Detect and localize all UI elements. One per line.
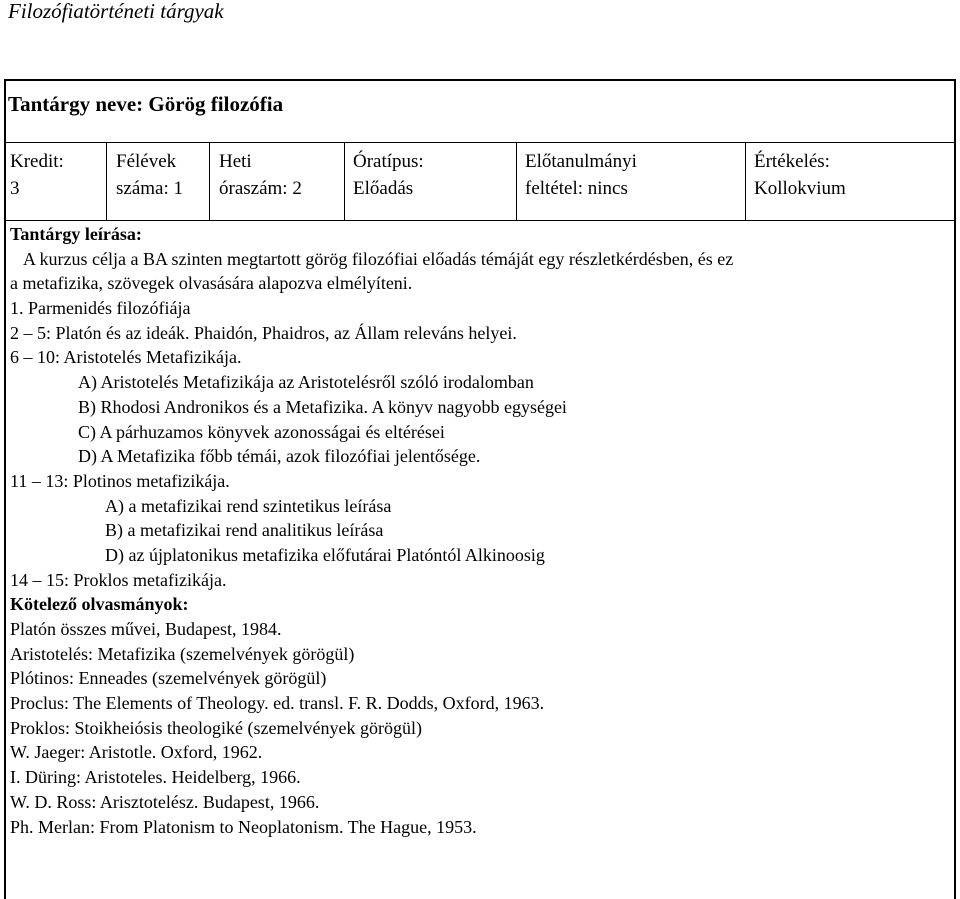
course-title: Tantárgy neve: Görög filozófia — [8, 92, 284, 116]
prerequisite-label: Előtanulmányi — [525, 151, 637, 172]
assessment-value: Kollokvium — [754, 178, 846, 199]
subtopic-line: D) az újplatonikus metafizika előfutárai Platóntól Alkinoosig — [105, 544, 545, 565]
reading-item: Platón összes művei, Budapest, 1984. — [10, 619, 282, 639]
assessment-cell — [754, 148, 846, 202]
reading-item: Proklos: Stoikheiósis theologiké (szemelvények görögül) — [10, 717, 422, 738]
credit-cell — [10, 148, 64, 202]
readings-heading: Kötelező olvasmányok: — [10, 594, 189, 615]
prerequisite-cell — [525, 148, 637, 202]
topic-line: 2 – 5: Platón és az ideák. Phaidón, Phaidros, az Állam releváns helyei. — [10, 322, 517, 343]
subtopic-line: B) Rhodosi Andronikos és a Metafizika. A könyv nagyobb egységei — [78, 396, 567, 417]
subtopic-line: A) Aristotelés Metafizikája az Aristotelésről szóló irodalomban — [78, 372, 534, 393]
credit-label: Kredit: — [10, 151, 64, 172]
course-body — [10, 222, 950, 839]
column-divider — [209, 143, 210, 221]
subtopic-line: A) a metafizikai rend szintetikus leírása — [105, 495, 392, 516]
class-type-value: Előadás — [353, 178, 414, 199]
assessment-label: Értékelés: — [754, 151, 830, 172]
subtopic-line: C) A párhuzamos könyvek azonosságai és eltérései — [78, 421, 445, 442]
reading-item: W. D. Ross: Arisztotelész. Budapest, 1966. — [10, 791, 320, 812]
topic-line: 1. Parmenidés filozófiája — [10, 298, 191, 319]
reading-item: Aristotelés: Metafizika (szemelvények görögül) — [10, 643, 355, 664]
class-type-label: Óratípus: — [353, 151, 424, 172]
topic-line: 14 – 15: Proklos metafizikája. — [10, 569, 227, 590]
prerequisite-value: feltétel: nincs — [525, 178, 628, 199]
reading-item: Proclus: The Elements of Theology. ed. transl. F. R. Dodds, Oxford, 1963. — [10, 693, 545, 714]
column-divider — [344, 143, 345, 221]
credit-value: 3 — [10, 178, 20, 199]
semester-value: száma: 1 — [116, 178, 184, 199]
description-line: a metafizika, szövegek olvasására alapozva elmélyíteni. — [10, 273, 413, 294]
reading-item: Plótinos: Enneades (szemelvények görögül) — [10, 668, 327, 689]
reading-item: I. Düring: Aristoteles. Heidelberg, 1966. — [10, 767, 301, 788]
topic-line: 11 – 13: Plotinos metafizikája. — [10, 470, 230, 491]
description-line: A kurzus célja a BA szinten megtartott görög filozófiai előadás témáját egy részletkérdésben, és ez — [23, 248, 734, 269]
hours-label: Heti — [219, 151, 252, 172]
column-divider — [745, 143, 746, 221]
hours-value: óraszám: 2 — [219, 178, 302, 199]
topic-line: 6 – 10: Aristotelés Metafizikája. — [10, 347, 242, 368]
semester-cell — [116, 148, 183, 202]
description-heading: Tantárgy leírása: — [10, 224, 142, 244]
class-type-cell — [353, 148, 424, 202]
subtopic-line: B) a metafizikai rend analitikus leírása — [105, 520, 384, 541]
reading-item: W. Jaeger: Aristotle. Oxford, 1962. — [10, 742, 263, 763]
page-header: Filozófiatörténeti tárgyak — [8, 0, 224, 23]
subtopic-line: D) A Metafizika főbb témái, azok filozófiai jelentősége. — [78, 446, 481, 467]
semester-label: Félévek — [116, 151, 177, 172]
column-divider — [516, 143, 517, 221]
column-divider — [106, 143, 107, 221]
reading-item: Ph. Merlan: From Platonism to Neoplatonism. The Hague, 1953. — [10, 816, 477, 837]
hours-cell — [219, 148, 302, 202]
